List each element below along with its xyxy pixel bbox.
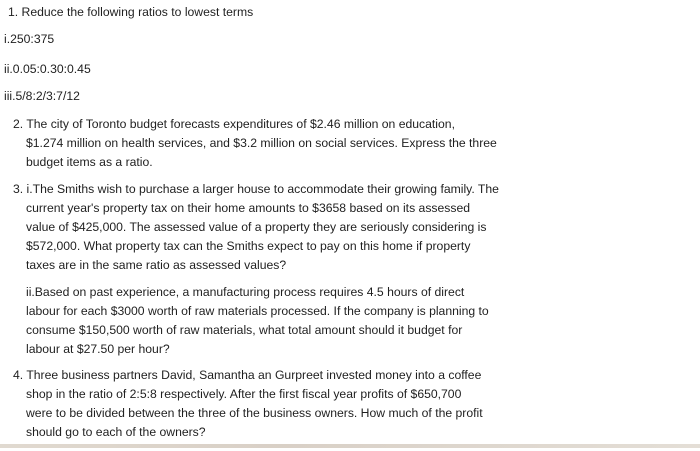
q3-part-i-line-2: current year's property tax on their home amounts to $3658 based on its assessed <box>26 201 471 215</box>
q4-line-3: were to be divided between the three of the business owners. How much of the profit <box>26 406 483 420</box>
q3-part-ii-line-1: ii.Based on past experience, a manufacturing process requires 4.5 hours of direct <box>26 285 465 299</box>
q3-part-ii-line-3: consume $150,500 worth of raw materials, what total amount should it budget for <box>26 323 463 337</box>
q4-line-4: should go to each of the owners? <box>26 425 206 439</box>
q1-item-ii: ii.0.05:0.30:0.45 <box>4 62 91 76</box>
q4-line-1: 4. Three business partners David, Samantha an Gurpreet invested money into a coffee <box>13 368 482 382</box>
q2-line-2: $1.274 million on health services, and $3.2 million on social services. Express the three <box>26 136 497 150</box>
q3-part-i-line-1: 3. i.The Smiths wish to purchase a larger house to accommodate their growing family. The <box>13 182 499 196</box>
q2-line-1: 2. The city of Toronto budget forecasts expenditures of $2.46 million on education, <box>13 117 455 131</box>
q1-item-i: i.250:375 <box>4 32 55 46</box>
q3-part-i-line-3: value of $425,000. The assessed value of a property they are seriously considering is <box>26 220 487 234</box>
q3-part-i-line-5: taxes are in the same ratio as assessed values? <box>26 258 287 272</box>
q4-line-2: shop in the ratio of 2:5:8 respectively. After the first fiscal year profits of $650,700 <box>26 387 462 401</box>
q2-line-3: budget items as a ratio. <box>26 155 153 169</box>
q1-heading: 1. Reduce the following ratios to lowest terms <box>8 5 254 19</box>
page-bottom-edge <box>0 444 700 448</box>
q3-part-ii-line-4: labour at $27.50 per hour? <box>26 342 170 356</box>
q3-part-ii-line-2: labour for each $3000 worth of raw materials processed. If the company is planning to <box>26 304 489 318</box>
q3-part-i-line-4: $572,000. What property tax can the Smiths expect to pay on this home if property <box>26 239 471 253</box>
q1-item-iii: iii.5/8:2/3:7/12 <box>4 89 80 103</box>
